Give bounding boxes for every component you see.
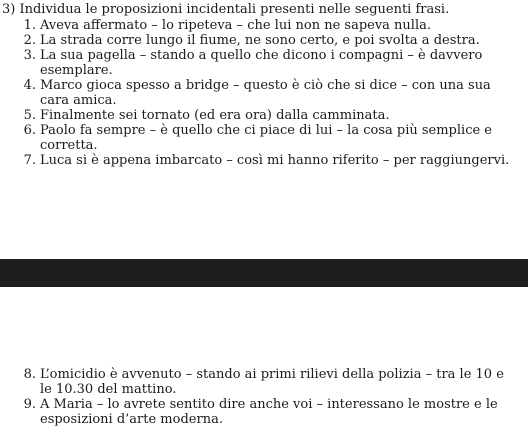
list-item — [0, 78, 528, 108]
item-number: 9. — [23, 397, 36, 412]
sentence-list-top — [0, 18, 528, 168]
item-number: 3. — [23, 48, 36, 63]
list-item — [0, 153, 528, 168]
list-item — [0, 123, 528, 153]
item-number: 4. — [23, 78, 36, 93]
item-number: 1. — [23, 18, 36, 33]
item-text: L’omicidio è avvenuto – stando ai primi rilievi della polizia – tra le 10 e le 10.30 del mattino. — [40, 367, 504, 397]
redaction-bar — [0, 259, 528, 287]
item-number: 7. — [23, 153, 36, 168]
list-item — [0, 48, 528, 78]
list-item — [0, 108, 528, 123]
item-number: 5. — [23, 108, 36, 123]
item-text: Marco gioca spesso a bridge – questo è ciò che si dice – con una sua cara amica. — [40, 78, 491, 108]
sentence-list-bottom — [0, 367, 528, 427]
list-item — [0, 367, 528, 397]
item-text: Paolo fa sempre – è quello che ci piace di lui – la cosa più semplice e corretta. — [40, 123, 492, 153]
item-text: Luca si è appena imbarcato – così mi hanno riferito – per raggiungervi. — [40, 153, 510, 168]
list-item — [0, 33, 528, 48]
item-number: 6. — [23, 123, 36, 138]
item-text: A Maria – lo avrete sentito dire anche voi – interessano le mostre e le esposizioni d’arte moderna. — [40, 397, 498, 427]
list-item — [0, 397, 528, 427]
item-text: La sua pagella – stando a quello che dicono i compagni – è davvero esemplare. — [40, 48, 483, 78]
item-text: Aveva affermato – lo ripeteva – che lui non ne sapeva nulla. — [40, 18, 432, 33]
exercise-title: 3) Individua le proposizioni incidentali presenti nelle seguenti frasi. — [2, 2, 450, 17]
item-number: 2. — [23, 33, 36, 48]
item-number: 8. — [23, 367, 36, 382]
item-text: La strada corre lungo il fiume, ne sono certo, e poi svolta a destra. — [40, 33, 480, 48]
list-item — [0, 18, 528, 33]
item-text: Finalmente sei tornato (ed era ora) dalla camminata. — [40, 108, 390, 123]
